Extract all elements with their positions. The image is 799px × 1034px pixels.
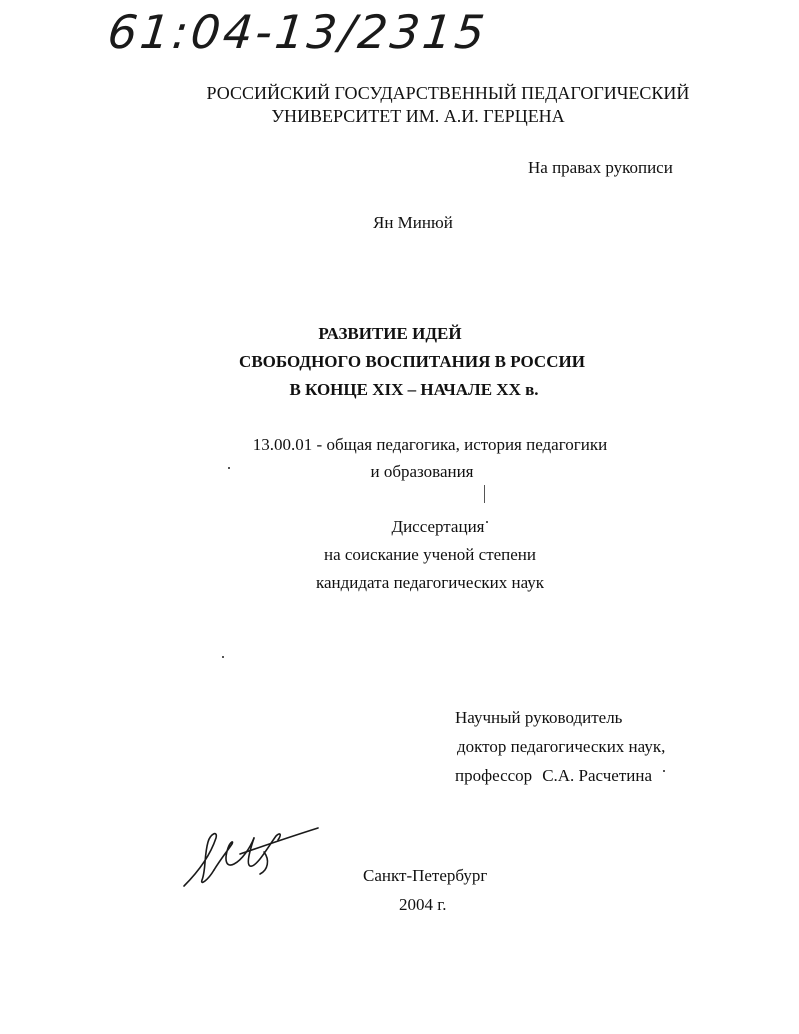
university-line-1: РОССИЙСКИЙ ГОСУДАРСТВЕННЫЙ ПЕДАГОГИЧЕСКИЙ xyxy=(206,83,690,103)
specialty-code xyxy=(200,431,640,485)
supervisor-position-line xyxy=(455,761,665,790)
year: 2004 г. xyxy=(399,895,447,914)
supervisor-degree: доктор педагогических наук, xyxy=(457,737,666,756)
scan-speck xyxy=(228,467,230,469)
scan-speck xyxy=(486,521,488,523)
scan-speck xyxy=(663,770,665,772)
dissertation-line-1: Диссертация xyxy=(391,517,485,536)
handwritten-archive-code: 61:04-13/2315 xyxy=(105,5,491,59)
scan-speck xyxy=(484,485,485,503)
title-line-2: СВОБОДНОГО ВОСПИТАНИЯ В РОССИИ xyxy=(239,352,585,371)
university-line-2: УНИВЕРСИТЕТ ИМ. А.И. ГЕРЦЕНА xyxy=(271,106,565,126)
title-line-3: В КОНЦЕ XIX – НАЧАЛЕ XX в. xyxy=(289,380,539,399)
dissertation-line-2: на соискание ученой степени xyxy=(323,545,537,564)
handwritten-signature xyxy=(180,820,325,892)
dissertation-degree-block xyxy=(230,513,630,597)
city: Санкт-Петербург xyxy=(363,866,488,885)
supervisor-block xyxy=(455,703,665,790)
scan-speck xyxy=(222,656,224,658)
supervisor-position: профессор xyxy=(455,766,533,785)
university-header xyxy=(150,82,710,128)
dissertation-line-3: кандидата педагогических наук xyxy=(315,573,545,592)
dissertation-title xyxy=(190,320,610,404)
rights-note: На правах рукописи xyxy=(528,158,673,177)
author-name: Ян Минюй xyxy=(373,213,453,232)
specialty-line-2: и образования xyxy=(370,462,474,481)
supervisor-name: С.А. Расчетина xyxy=(542,766,653,785)
title-line-1: РАЗВИТИЕ ИДЕЙ xyxy=(318,324,462,343)
supervisor-role: Научный руководитель xyxy=(455,708,623,727)
specialty-line-1: 13.00.01 - общая педагогика, история педагогики xyxy=(252,435,608,454)
